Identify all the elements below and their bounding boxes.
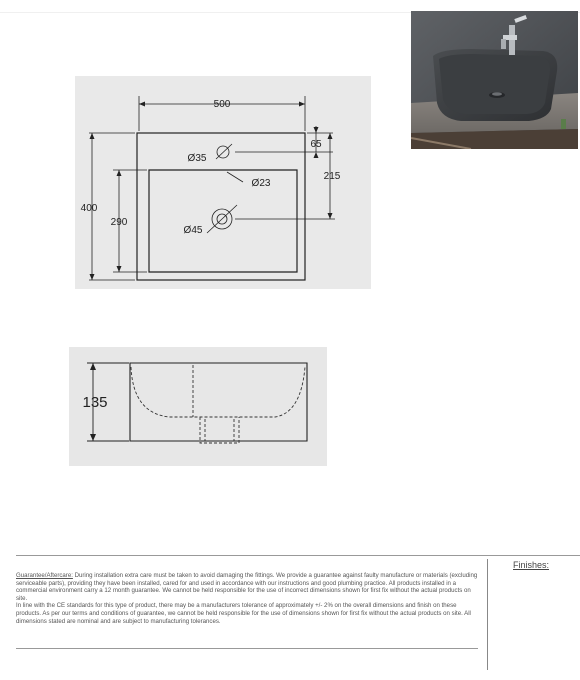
height-dimension: 400 xyxy=(80,203,98,214)
inner-height-dimension: 290 xyxy=(110,217,128,228)
tap-hole-label: Ø35 xyxy=(187,153,207,164)
guarantee-label: Guarantee/Aftercare: xyxy=(16,572,73,579)
section-view-drawing xyxy=(69,347,327,466)
plan-view-drawing xyxy=(75,76,371,289)
guarantee-notes xyxy=(16,572,482,625)
guarantee-text: During installation extra care must be taken to avoid damaging the fittings. We provide a guarantee against faulty manufacture or materials (excluding serviceable parts), providing they have been installed, cared for and used in accordance with our instructions and good plumbing practice. All products installed in a commercial environment carry a 12 month guarantee. We cannot be held responsible for the use of incorrect dimensions shown for first fix without the actual products on site. xyxy=(16,572,478,602)
waste-offset-dimension: 215 xyxy=(323,171,341,182)
footer-bottom-rule xyxy=(16,648,478,649)
finishes-label: Finishes: xyxy=(513,560,550,570)
footer-divider xyxy=(487,559,488,670)
product-photo xyxy=(411,11,578,149)
footer-top-rule xyxy=(16,555,580,556)
waste-label: Ø45 xyxy=(183,225,203,236)
width-dimension: 500 xyxy=(213,99,231,110)
tap-offset-dimension: 65 xyxy=(310,139,322,150)
overflow-label: Ø23 xyxy=(251,178,271,189)
depth-dimension: 135 xyxy=(82,394,108,411)
tolerance-paragraph: In line with the CE standards for this type of product, there may be a manufacturers tolerance of approximately +/- 2% on the overall dimensions and finish on these products. As per our terms and conditions of guarantee, we cannot be held responsible for the use of dimensions shown for first fix without the actual products on site. All dimensions stated are nominal and are subject to manufacturing tolerances. xyxy=(16,602,471,625)
guarantee-paragraph xyxy=(16,572,482,602)
